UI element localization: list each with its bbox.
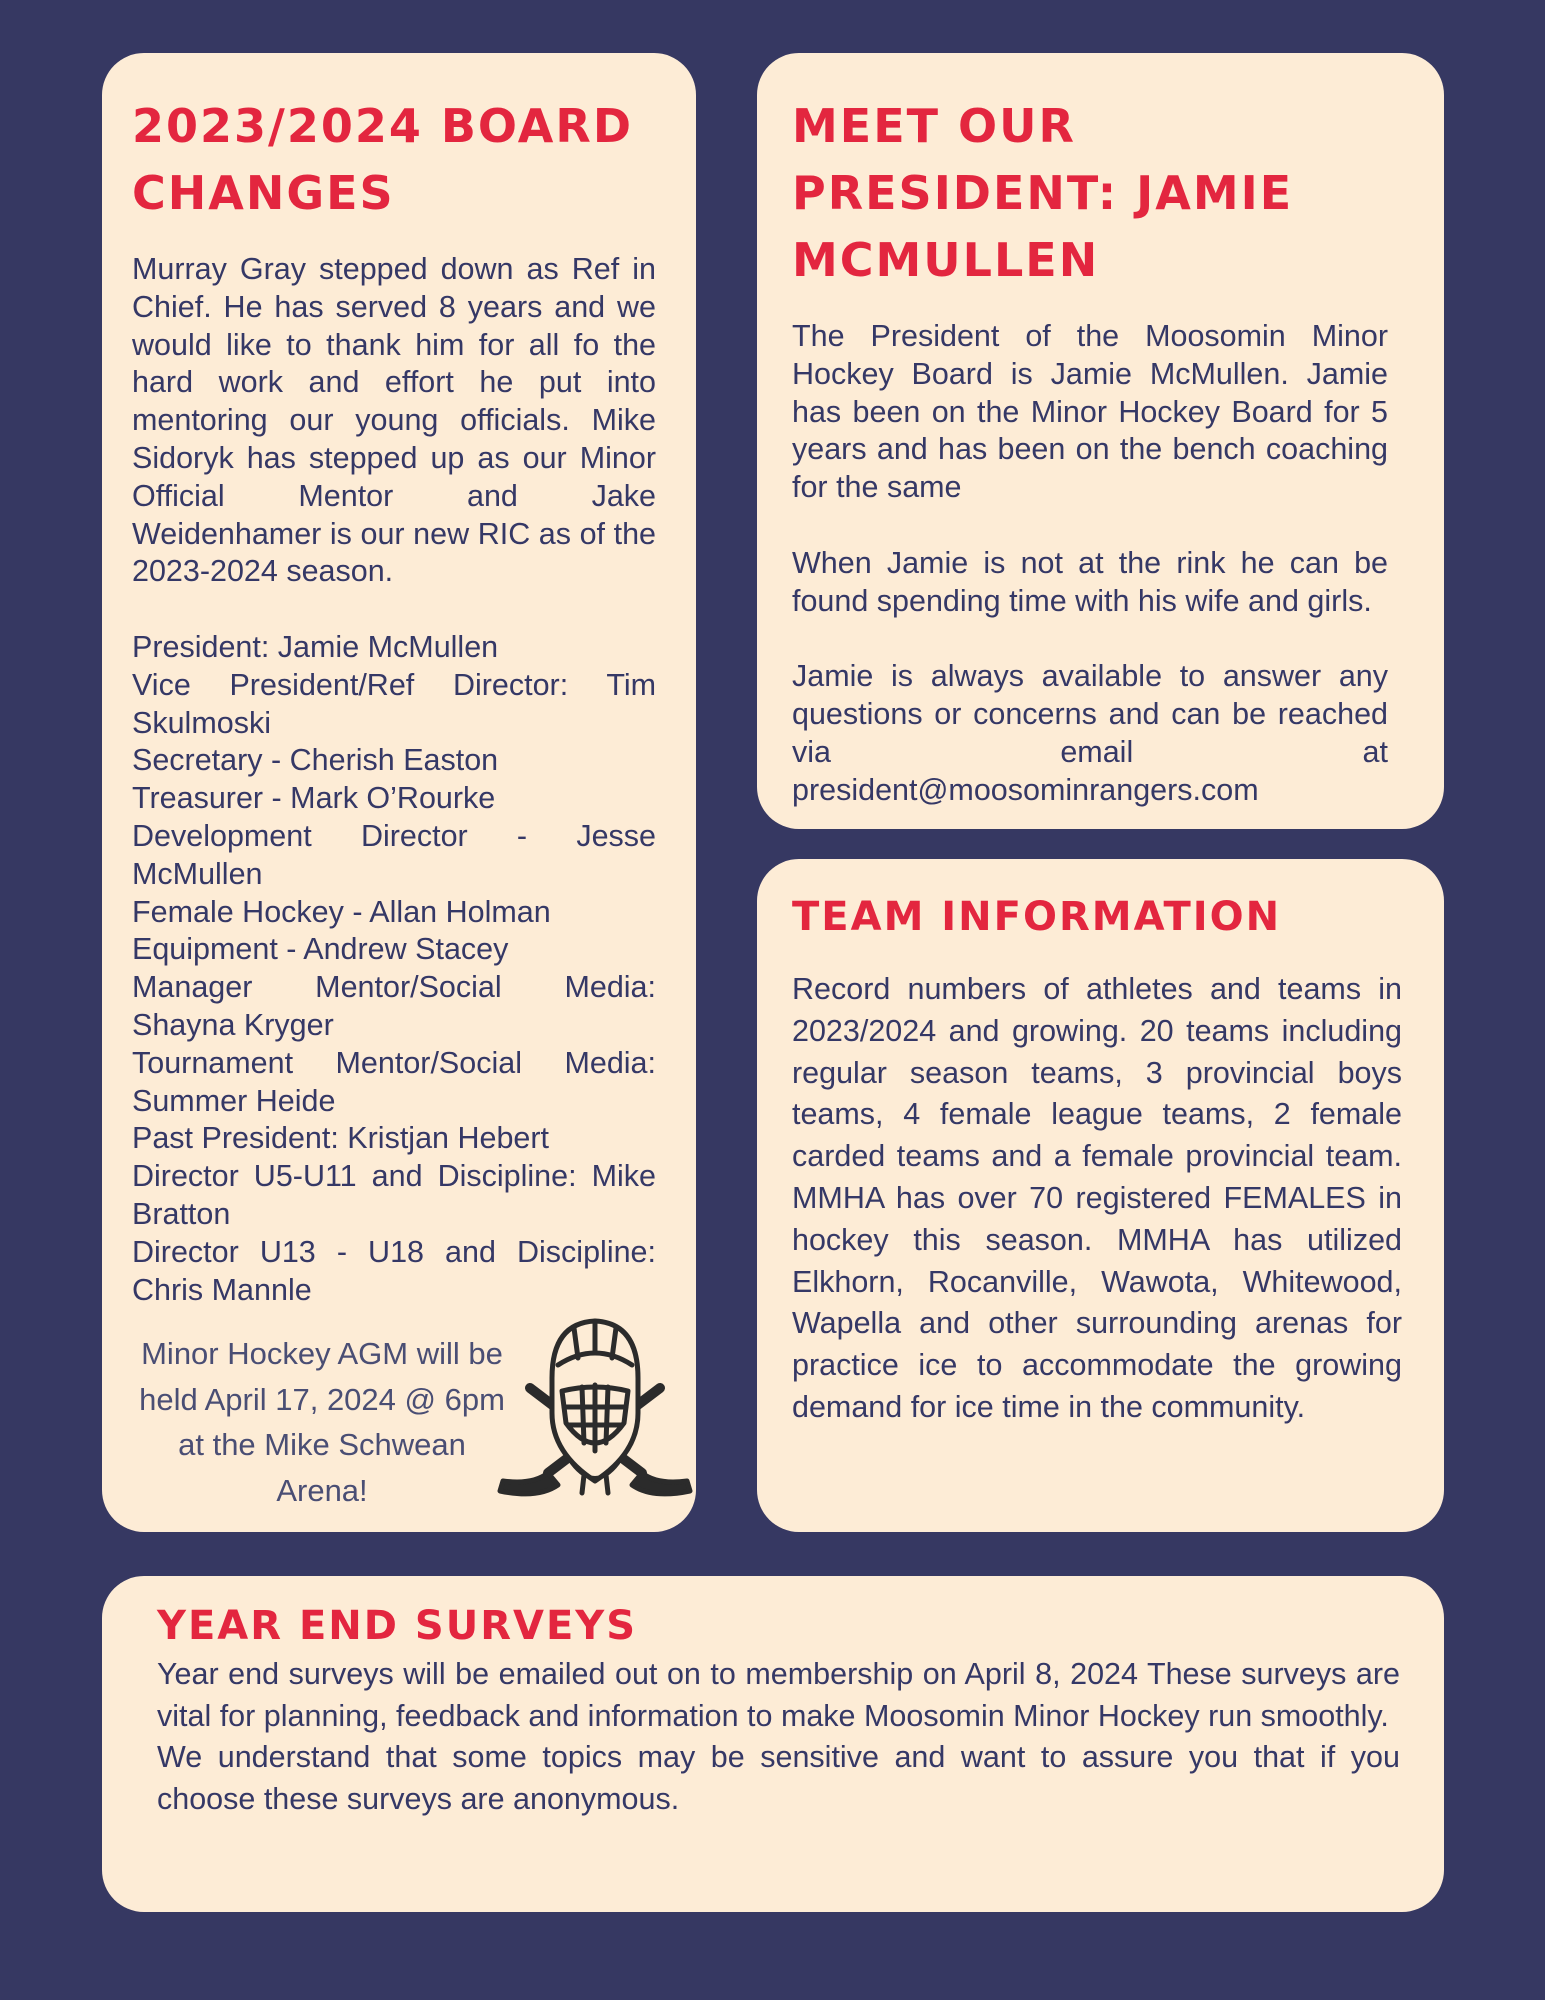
officer-item: President: Jamie McMullen bbox=[132, 629, 499, 664]
board-changes-card bbox=[102, 53, 696, 1532]
officer-item: Treasurer - Mark O’Rourke bbox=[132, 781, 496, 816]
year-end-surveys-card bbox=[102, 1576, 1444, 1912]
surveys-paragraph: Year end surveys will be emailed out on to membership on April 8, 2024 These surveys are vital for planning, feedback and information to make Moosomin Minor Hockey run smoothly. bbox=[157, 1657, 1400, 1733]
officer-item: Development Director - Jesse McMullen bbox=[132, 818, 656, 891]
president-contact: Jamie is always available to answer any questions or concerns and can be reached via email at president@moosominrangers.com bbox=[792, 659, 1388, 807]
officer-item: Secretary - Cherish Easton bbox=[132, 743, 499, 778]
officer-item: Equipment - Andrew Stacey bbox=[132, 932, 509, 967]
team-information-title: TEAM INFORMATION bbox=[792, 894, 1282, 940]
team-information-text: Record numbers of athletes and teams in 2023/2024 and growing. 20 teams including regular season teams, 3 provincial boys teams, 4 female league teams, 2 female carded teams and a female provincial team. MMHA has over 70 registered FEMALES in hockey this season. MMHA has utilized Elkhorn, Rocanville, Wawota, Whitewood, Wapella and other surrounding arenas for practice ice to accommodate the growing demand for ice time in the community. bbox=[792, 972, 1402, 1424]
officer-item: Female Hockey - Allan Holman bbox=[132, 894, 551, 929]
board-changes-body bbox=[132, 251, 656, 1309]
officer-item: Past President: Kristjan Hebert bbox=[132, 1121, 550, 1156]
agm-notice: Minor Hockey AGM will be held April 17, 2024 @ 6pm at the Mike Schwean Arena! bbox=[139, 1336, 505, 1508]
president-card bbox=[757, 53, 1444, 829]
year-end-surveys-body bbox=[157, 1654, 1400, 1820]
president-title: MEET OUR PRESIDENT: JAMIE MCMULLEN bbox=[792, 99, 1294, 287]
president-paragraph: The President of the Moosomin Minor Hockey Board is Jamie McMullen. Jamie has been on the Minor Hockey Board for 5 years and has been on the bench coaching for the same bbox=[792, 319, 1388, 505]
surveys-paragraph: We understand that some topics may be sensitive and want to assure you that if you choose these surveys are anonymous. bbox=[157, 1740, 1400, 1816]
officer-item: Tournament Mentor/Social Media: Summer Heide bbox=[132, 1045, 656, 1118]
officer-list bbox=[132, 629, 656, 1309]
team-information-card bbox=[757, 859, 1444, 1532]
team-information-body bbox=[792, 969, 1402, 1429]
officer-item: Director U13 - U18 and Discipline: Chris Mannle bbox=[132, 1234, 656, 1307]
year-end-surveys-title: YEAR END SURVEYS bbox=[157, 1603, 638, 1649]
hockey-helmet-sticks-icon bbox=[492, 1303, 698, 1543]
president-paragraph: When Jamie is not at the rink he can be found spending time with his wife and girls. bbox=[792, 545, 1388, 618]
board-changes-title: 2023/2024 BOARD CHANGES bbox=[132, 99, 634, 220]
president-body bbox=[792, 318, 1388, 809]
officer-item: Manager Mentor/Social Media: Shayna Kryger bbox=[132, 970, 656, 1042]
officer-item: Vice President/Ref Director: Tim Skulmoski bbox=[132, 667, 656, 740]
officer-item: Director U5-U11 and Discipline: Mike Bratton bbox=[132, 1159, 656, 1231]
board-changes-intro: Murray Gray stepped down as Ref in Chief. He has served 8 years and we would like to thank him for all fo the hard work and effort he put into mentoring our young officials. Mike Sidoryk has stepped up as our Minor Official Mentor and Jake Weidenhamer is our new RIC as of the 2023-2024 season. bbox=[132, 252, 656, 589]
